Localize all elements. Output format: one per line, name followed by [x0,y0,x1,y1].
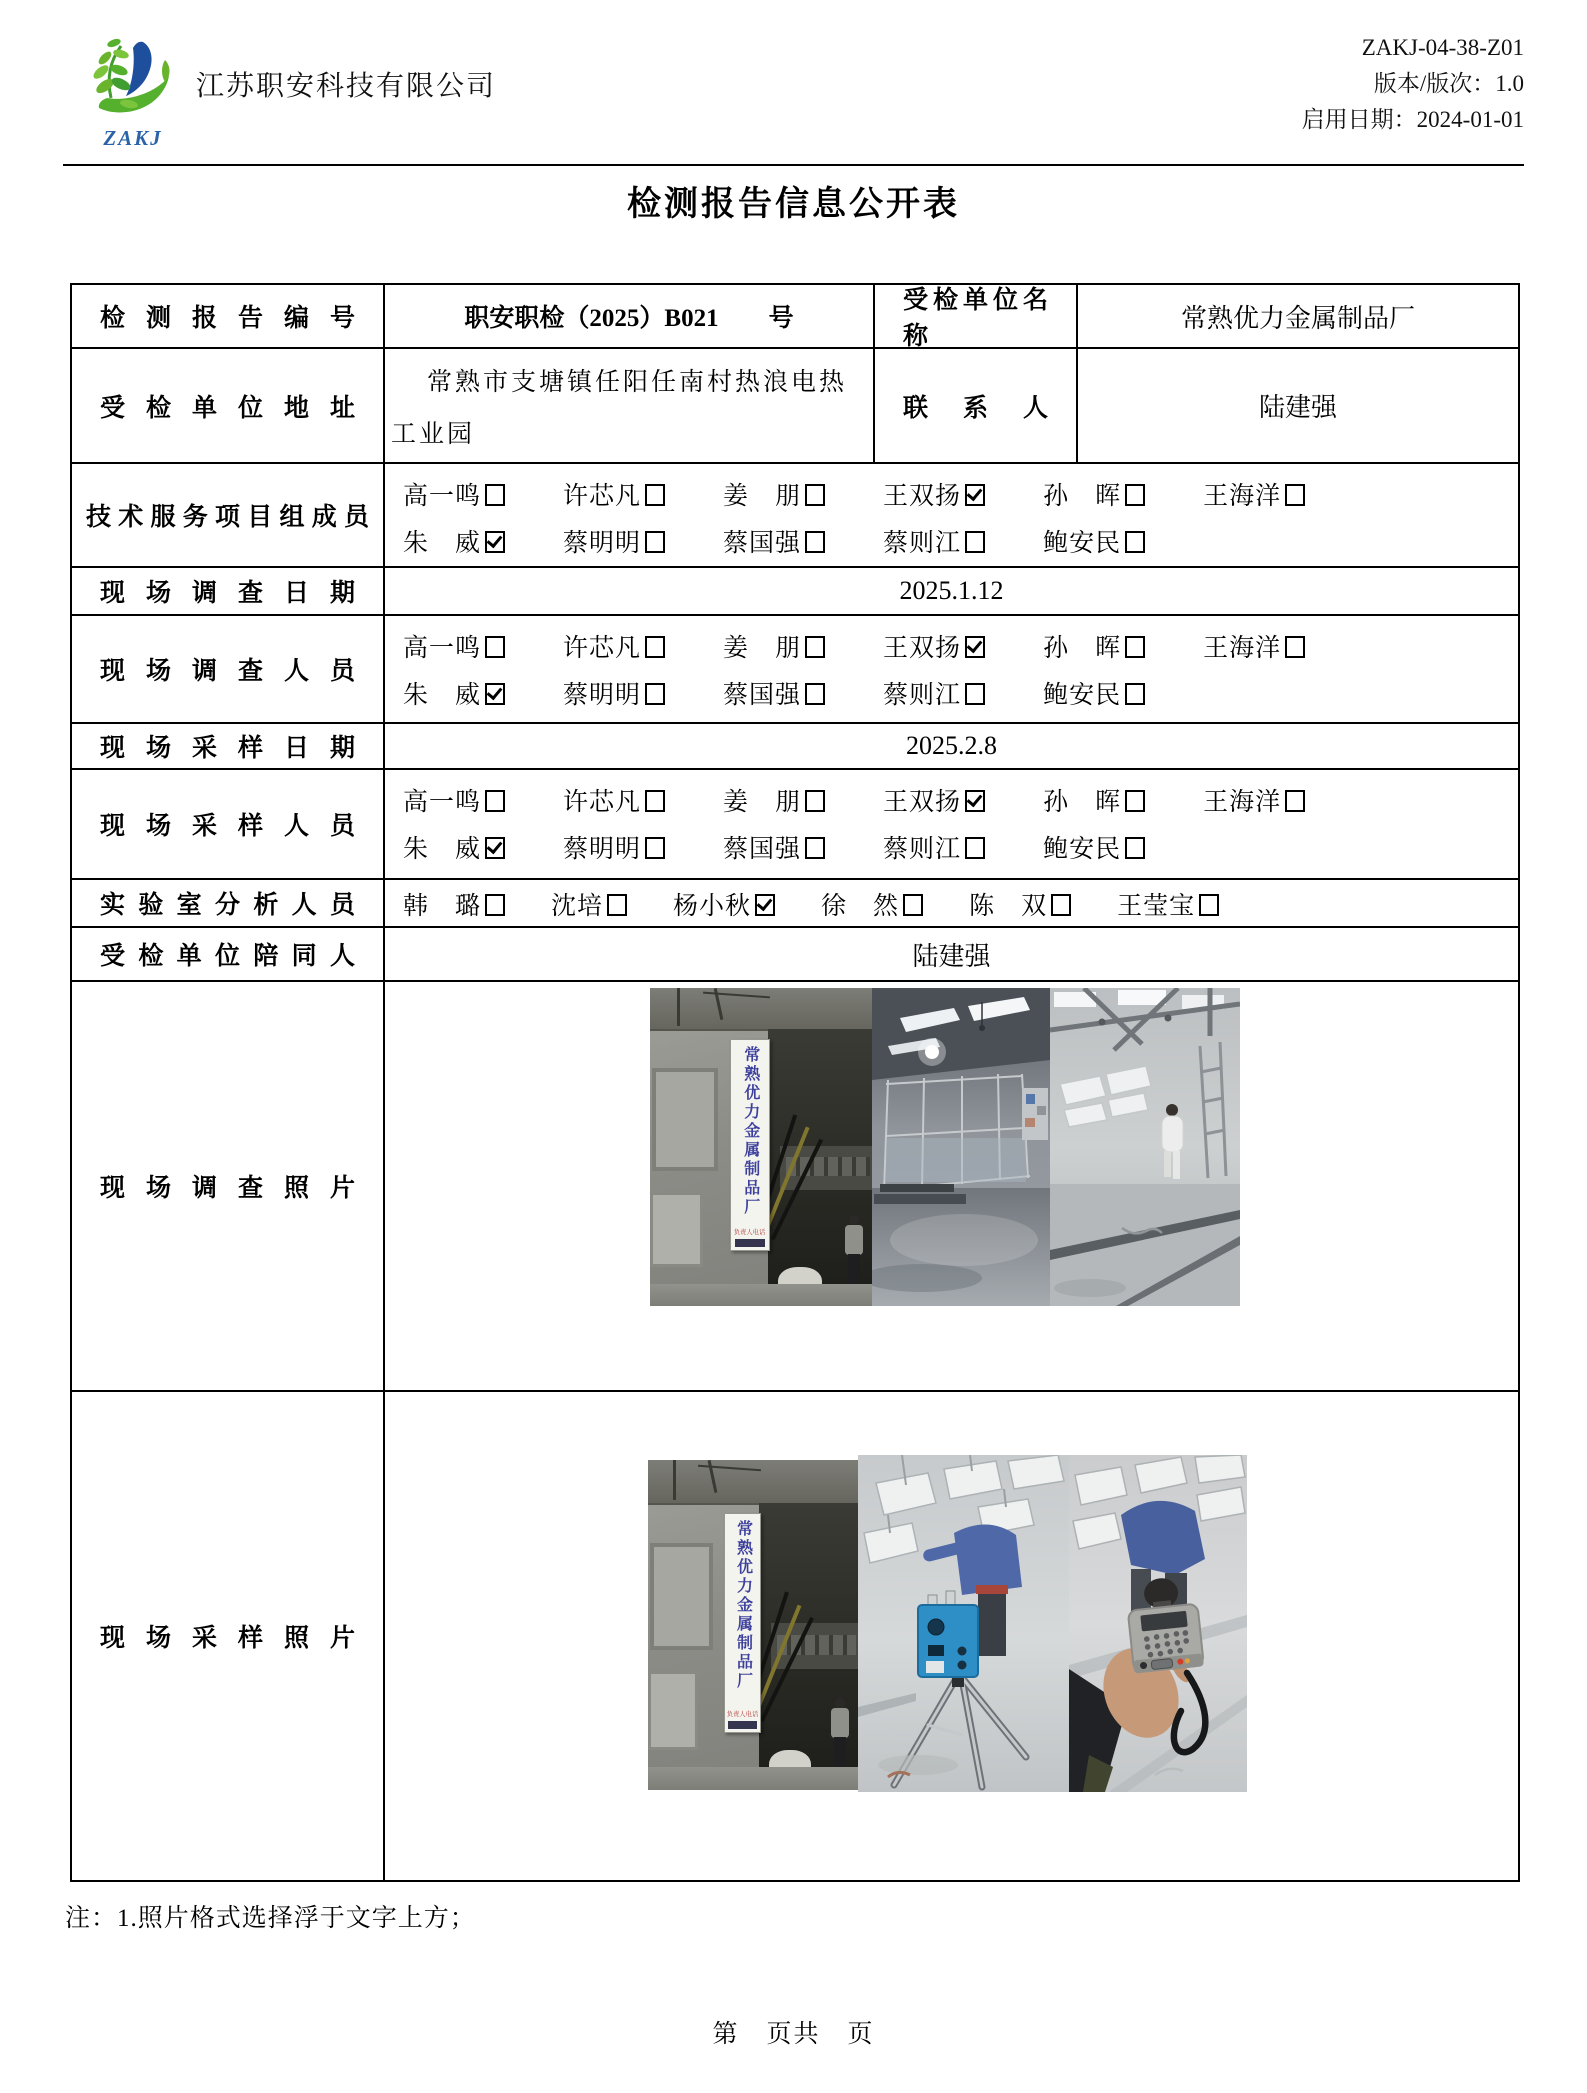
staff-line [385,882,1518,926]
page-number-footer: 第 页共 页 [712,2021,875,2048]
checkbox-checked-icon [755,894,775,916]
company-logo [78,34,188,152]
table-row [72,349,1518,464]
sampling-photo-handheld-meter [1069,1455,1247,1792]
logo-text: ZAKJ [103,126,163,150]
page-title: 检测报告信息公开表 [627,186,960,223]
sampling-photos-cell [385,1392,1518,1880]
unit-name-label: 受检单位名称 [875,285,1078,349]
staff-name: 蔡则江 [883,529,962,557]
report-no-value: 职安职检（2025）B021 号 [385,285,875,349]
staff-name: 鲍安民 [1043,681,1122,709]
staff-name: 陈 双 [969,893,1048,920]
staff-name: 孙 晖 [1043,634,1122,662]
handheld-meter-illustration [1069,1455,1247,1792]
checkbox-unchecked-icon [645,636,665,658]
staff-member [1043,782,1145,818]
doc-start-date: 启用日期：2024-01-01 [1301,107,1524,132]
sampling-photo-strip [648,1455,1247,1792]
staff-name: 王海洋 [1203,788,1282,816]
checkbox-unchecked-icon [645,484,665,506]
staff-member [883,523,985,559]
staff-name: 王海洋 [1203,634,1282,662]
staff-member [723,628,825,664]
table-row [72,724,1518,770]
checkbox-unchecked-icon [1125,683,1145,705]
staff-member [403,886,505,922]
staff-line [385,669,1518,716]
staff-line [385,776,1518,823]
staff-name: 朱 威 [403,529,482,557]
sampling-date-value: 2025.2.8 [385,724,1518,770]
checkbox-unchecked-icon [1125,484,1145,506]
staff-name: 孙 晖 [1043,788,1122,816]
staff-member [723,675,825,711]
staff-line [385,622,1518,669]
staff-member [673,886,775,922]
checkbox-unchecked-icon [1125,531,1145,553]
survey-date-label: 现场调查日期 [72,568,385,616]
staff-name: 蔡则江 [883,835,962,863]
staff-name: 鲍安民 [1043,835,1122,863]
staff-member [1043,675,1145,711]
checkbox-unchecked-icon [805,790,825,812]
checkbox-unchecked-icon [645,790,665,812]
staff-member [403,523,505,559]
staff-member [563,782,665,818]
checkbox-checked-icon [965,636,985,658]
unit-name-value: 常熟优力金属制品厂 [1078,285,1518,349]
staff-name: 高一鸣 [403,482,482,510]
accompany-label: 受检单位陪同人 [72,928,385,982]
checkbox-unchecked-icon [965,837,985,859]
checkbox-unchecked-icon [1199,894,1219,916]
checkbox-unchecked-icon [805,683,825,705]
staff-member [1043,523,1145,559]
staff-member [563,829,665,865]
survey-photo-spray-booth [1050,988,1240,1306]
staff-name: 王双扬 [883,788,962,816]
checkbox-unchecked-icon [805,837,825,859]
footnote: 注：1.照片格式选择浮于文字上方； [65,1905,476,1932]
sampling-photo-pump-tripod [858,1455,1069,1792]
checkbox-unchecked-icon [965,683,985,705]
sampling-photo-factory-gate [648,1460,858,1790]
survey-photo-workshop-interior [872,988,1050,1306]
survey-photos-label: 现场调查照片 [72,982,385,1392]
staff-member [883,476,985,512]
factory-sign [730,1039,770,1251]
staff-member [403,782,505,818]
report-info-table [70,283,1520,1882]
checkbox-checked-icon [485,531,505,553]
page-header [0,0,1587,170]
table-row [72,880,1518,928]
staff-name: 蔡明明 [563,835,642,863]
staff-member [1043,829,1145,865]
checkbox-unchecked-icon [1125,636,1145,658]
checkbox-unchecked-icon [1285,636,1305,658]
table-row [72,770,1518,880]
staff-member [883,829,985,865]
checkbox-unchecked-icon [1285,790,1305,812]
staff-name: 蔡则江 [883,681,962,709]
checkbox-unchecked-icon [485,484,505,506]
addr-line2: 工业园 [391,421,476,448]
staff-member [1203,476,1305,512]
table-row [72,1392,1518,1880]
staff-name: 姜 朋 [723,482,802,510]
staff-member [403,829,505,865]
checkbox-unchecked-icon [645,683,665,705]
unit-addr-value [385,349,875,464]
staff-member [1043,476,1145,512]
factory-sign-text: 常熟优力金属制品厂 [734,1519,752,1691]
lab-staff-label: 实验室分析人员 [72,880,385,928]
checkbox-unchecked-icon [485,636,505,658]
checkbox-unchecked-icon [1125,837,1145,859]
workshop-illustration [872,988,1050,1306]
table-row [72,464,1518,568]
sampling-photos-label: 现场采样照片 [72,1392,385,1880]
checkbox-unchecked-icon [805,531,825,553]
staff-name: 鲍安民 [1043,529,1122,557]
staff-member [563,628,665,664]
checkbox-unchecked-icon [1051,894,1071,916]
staff-name: 蔡明明 [563,529,642,557]
survey-staff-label: 现场调查人员 [72,616,385,724]
staff-member [723,782,825,818]
staff-member [1117,886,1219,922]
staff-name: 姜 朋 [723,634,802,662]
table-row [72,928,1518,982]
sampling-staff-label: 现场采样人员 [72,770,385,880]
unit-addr-label: 受检单位地址 [72,349,385,464]
survey-date-value: 2025.1.12 [385,568,1518,616]
header-divider [63,164,1524,166]
checkbox-unchecked-icon [1285,484,1305,506]
sampling-staff [385,770,1518,880]
table-row [72,568,1518,616]
staff-member [723,476,825,512]
staff-member [403,628,505,664]
survey-photo-strip [650,988,1240,1306]
contact-value: 陆建强 [1078,349,1518,464]
staff-line [385,470,1518,517]
staff-member [563,675,665,711]
staff-name: 许芯凡 [563,634,642,662]
staff-line [385,517,1518,564]
report-no-label: 检测报告编号 [72,285,385,349]
staff-name: 姜 朋 [723,788,802,816]
staff-name: 孙 晖 [1043,482,1122,510]
contact-label: 联系人 [875,349,1078,464]
factory-sign-text: 常熟优力金属制品厂 [741,1045,759,1217]
staff-name: 韩 璐 [403,893,482,920]
staff-name: 蔡国强 [723,681,802,709]
lab-staff [385,880,1518,928]
doc-code: ZAKJ-04-38-Z01 [1361,35,1524,60]
staff-name: 朱 威 [403,681,482,709]
staff-member [551,886,627,922]
staff-name: 蔡明明 [563,681,642,709]
staff-name: 王双扬 [883,482,962,510]
addr-line1: 常熟市支塘镇任阳任南村热浪电热 [427,369,848,396]
leaf-logo-icon [81,34,185,130]
checkbox-checked-icon [485,837,505,859]
staff-member [969,886,1071,922]
table-row [72,616,1518,724]
staff-name: 徐 然 [821,893,900,920]
checkbox-unchecked-icon [485,894,505,916]
staff-member [883,782,985,818]
team-members [385,464,1518,568]
checkbox-unchecked-icon [645,837,665,859]
checkbox-unchecked-icon [805,636,825,658]
survey-photo-factory-gate [650,988,872,1306]
table-row [72,982,1518,1392]
staff-member [403,675,505,711]
team-label: 技术服务项目组成员 [72,464,385,568]
staff-name: 许芯凡 [563,788,642,816]
checkbox-unchecked-icon [485,790,505,812]
sampling-date-label: 现场采样日期 [72,724,385,770]
staff-member [723,829,825,865]
staff-member [1203,628,1305,664]
spray-booth-illustration [1050,988,1240,1306]
staff-name: 杨小秋 [673,893,752,920]
factory-sign [724,1513,762,1733]
staff-name: 朱 威 [403,835,482,863]
checkbox-checked-icon [965,790,985,812]
accompany-value: 陆建强 [385,928,1518,982]
staff-name: 王双扬 [883,634,962,662]
factory-sign-footer: 负责人电话 [734,1228,766,1236]
staff-member [563,523,665,559]
checkbox-unchecked-icon [607,894,627,916]
staff-name: 沈培 [551,893,604,920]
checkbox-unchecked-icon [965,531,985,553]
company-name: 江苏职安科技有限公司 [196,71,497,102]
checkbox-checked-icon [485,683,505,705]
staff-member [883,675,985,711]
staff-name: 蔡国强 [723,835,802,863]
staff-name: 高一鸣 [403,634,482,662]
survey-staff [385,616,1518,724]
factory-sign-footer: 负责人电话 [726,1709,759,1718]
checkbox-unchecked-icon [1125,790,1145,812]
staff-member [821,886,923,922]
checkbox-unchecked-icon [805,484,825,506]
staff-name: 许芯凡 [563,482,642,510]
staff-name: 王莹宝 [1117,893,1196,920]
staff-name: 蔡国强 [723,529,802,557]
staff-member [1203,782,1305,818]
staff-member [1043,628,1145,664]
staff-name: 王海洋 [1203,482,1282,510]
staff-member [403,476,505,512]
checkbox-unchecked-icon [645,531,665,553]
table-row [72,285,1518,349]
staff-member [883,628,985,664]
staff-name: 高一鸣 [403,788,482,816]
checkbox-checked-icon [965,484,985,506]
pump-tripod-illustration [858,1455,1069,1792]
document-code-block [1302,30,1524,138]
survey-photos-cell [385,982,1518,1392]
checkbox-unchecked-icon [903,894,923,916]
doc-version: 版本/版次：1.0 [1373,71,1524,96]
staff-member [563,476,665,512]
staff-member [723,523,825,559]
staff-line [385,823,1518,870]
